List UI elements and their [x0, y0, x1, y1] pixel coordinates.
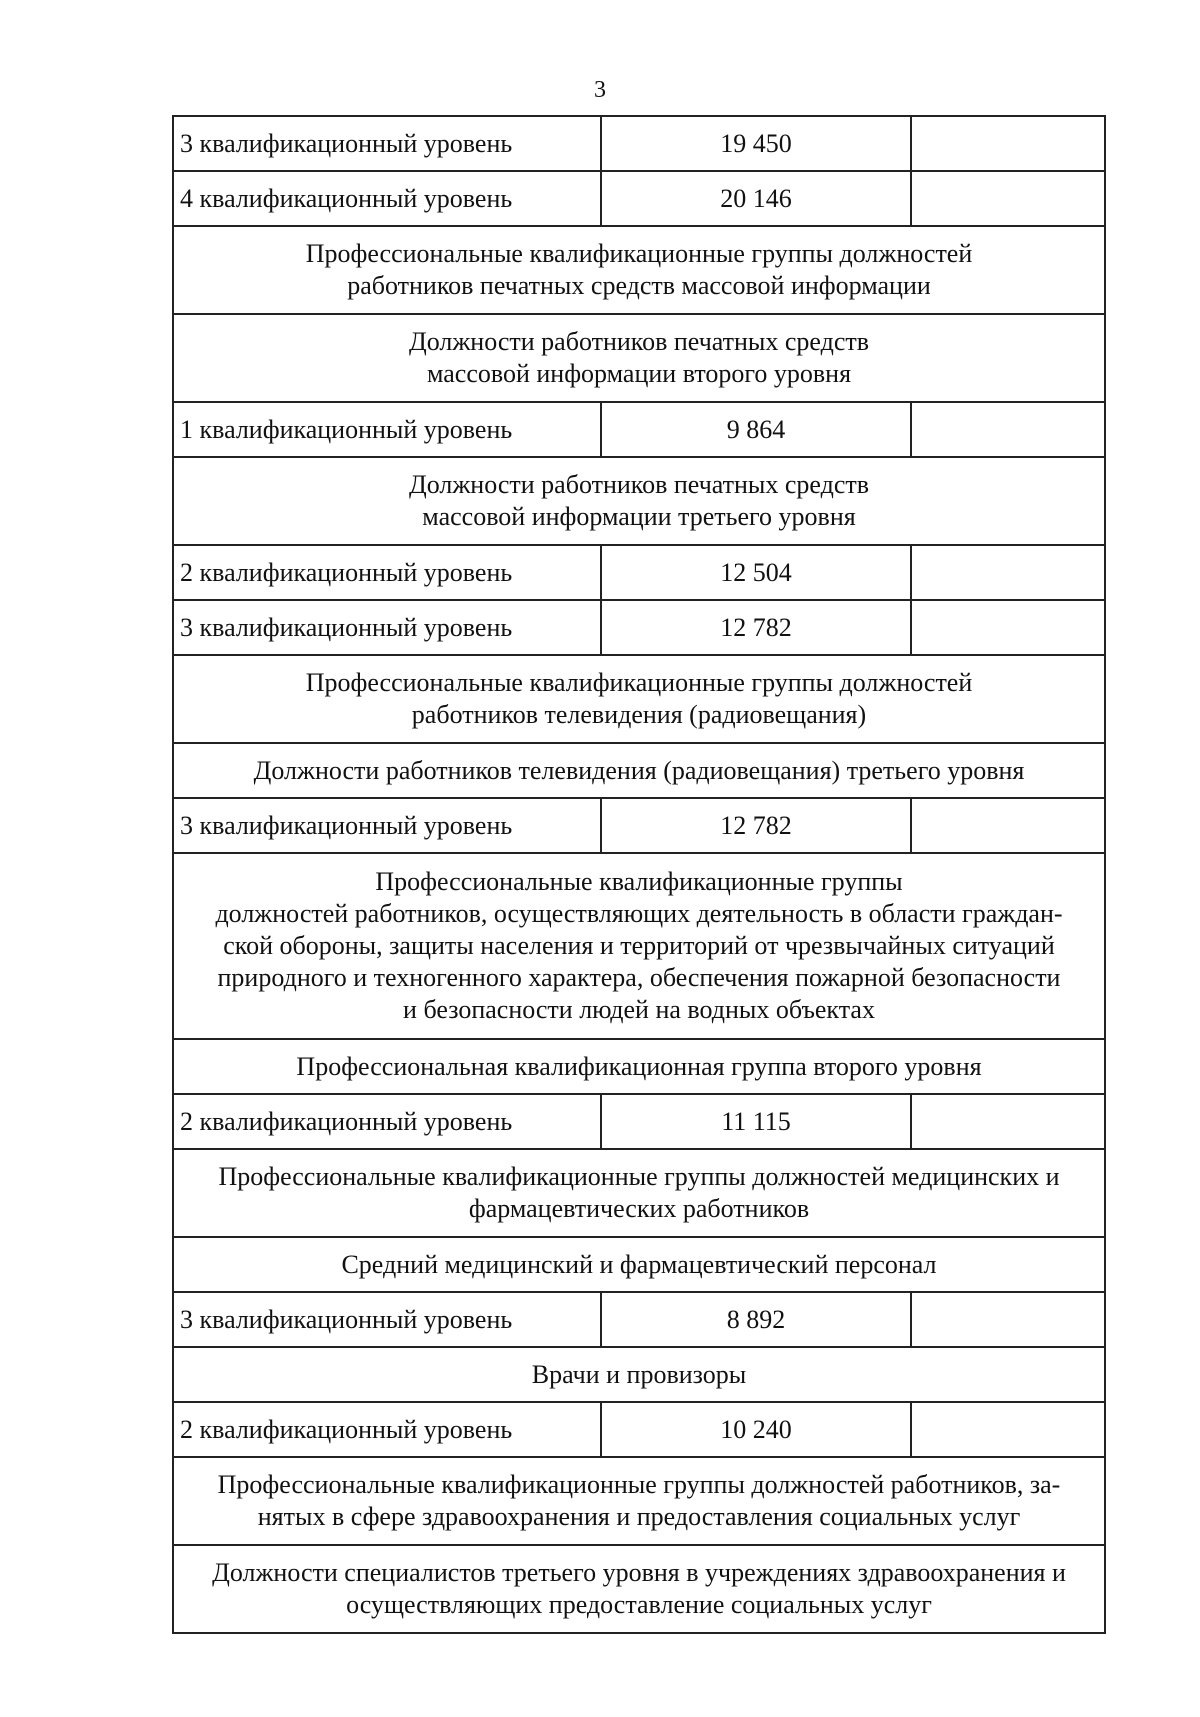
qualification-level-cell: 3 квалификационный уровень: [173, 798, 601, 853]
qualification-level-cell: 2 квалификационный уровень: [173, 1094, 601, 1149]
group-header-cell: Профессиональные квалификационные группы должностей работников телевидения (радиовещания): [173, 655, 1105, 743]
salary-cell: 12 782: [601, 600, 911, 655]
group-header-cell: Должности работников печатных средств массовой информации третьего уровня: [173, 457, 1105, 545]
group-header-cell: Профессиональные квалификационные группы должностей работников печатных средств массовой информации: [173, 226, 1105, 314]
table-row-level: [173, 1402, 1105, 1457]
group-header-cell: Профессиональная квалификационная группа второго уровня: [173, 1039, 1105, 1094]
table-row-level: [173, 171, 1105, 226]
table-row-level: [173, 600, 1105, 655]
table-row-group-header: [173, 314, 1105, 402]
salary-cell: 20 146: [601, 171, 911, 226]
qualification-level-cell: 3 квалификационный уровень: [173, 1292, 601, 1347]
group-header-cell: Профессиональные квалификационные группы должностей медицинских и фармацевтических работников: [173, 1149, 1105, 1237]
empty-cell: [911, 798, 1105, 853]
table-row-level: [173, 1292, 1105, 1347]
group-header-cell: Профессиональные квалификационные группы должностей работников, за- нятых в сфере здравоохранения и предоставления социальных услуг: [173, 1457, 1105, 1545]
salary-cell: 11 115: [601, 1094, 911, 1149]
qualification-level-cell: 2 квалификационный уровень: [173, 1402, 601, 1457]
group-header-cell: Профессиональные квалификационные группы должностей работников, осуществляющих деятельность в области граждан- ской обороны, защиты населения и территорий от чрезвычайных ситуаций природного и техногенного характера, обеспечения пожарной безопасности и безопасности людей на водных объектах: [173, 853, 1105, 1039]
group-header-cell: Должности специалистов третьего уровня в учреждениях здравоохранения и осуществляющих предоставление социальных услуг: [173, 1545, 1105, 1633]
salary-table-body: [173, 116, 1105, 1633]
empty-cell: [911, 116, 1105, 171]
qualification-level-cell: 3 квалификационный уровень: [173, 600, 601, 655]
table-row-level: [173, 798, 1105, 853]
salary-cell: 12 782: [601, 798, 911, 853]
table-row-group-header: [173, 1149, 1105, 1237]
empty-cell: [911, 600, 1105, 655]
salary-cell: 9 864: [601, 402, 911, 457]
table-row-group-header: [173, 457, 1105, 545]
qualification-level-cell: 1 квалификационный уровень: [173, 402, 601, 457]
table-row-group-header: [173, 1457, 1105, 1545]
empty-cell: [911, 1094, 1105, 1149]
empty-cell: [911, 545, 1105, 600]
qualification-level-cell: 4 квалификационный уровень: [173, 171, 601, 226]
table-row-level: [173, 1094, 1105, 1149]
table-row-group-header: [173, 226, 1105, 314]
qualification-level-cell: 2 квалификационный уровень: [173, 545, 601, 600]
table-row-level: [173, 402, 1105, 457]
salary-cell: 19 450: [601, 116, 911, 171]
group-header-cell: Врачи и провизоры: [173, 1347, 1105, 1402]
table-row-group-header: [173, 853, 1105, 1039]
table-row-level: [173, 116, 1105, 171]
group-header-cell: Должности работников печатных средств массовой информации второго уровня: [173, 314, 1105, 402]
empty-cell: [911, 171, 1105, 226]
group-header-cell: Средний медицинский и фармацевтический персонал: [173, 1237, 1105, 1292]
table-row-level: [173, 545, 1105, 600]
salary-table: [172, 115, 1106, 1634]
table-row-group-header: [173, 1545, 1105, 1633]
empty-cell: [911, 402, 1105, 457]
table-row-group-header: [173, 1039, 1105, 1094]
salary-cell: 10 240: [601, 1402, 911, 1457]
salary-cell: 8 892: [601, 1292, 911, 1347]
empty-cell: [911, 1402, 1105, 1457]
group-header-cell: Должности работников телевидения (радиовещания) третьего уровня: [173, 743, 1105, 798]
empty-cell: [911, 1292, 1105, 1347]
table-row-group-header: [173, 1347, 1105, 1402]
table-row-group-header: [173, 1237, 1105, 1292]
page-number: 3: [594, 77, 606, 103]
qualification-level-cell: 3 квалификационный уровень: [173, 116, 601, 171]
table-row-group-header: [173, 743, 1105, 798]
salary-cell: 12 504: [601, 545, 911, 600]
table-row-group-header: [173, 655, 1105, 743]
